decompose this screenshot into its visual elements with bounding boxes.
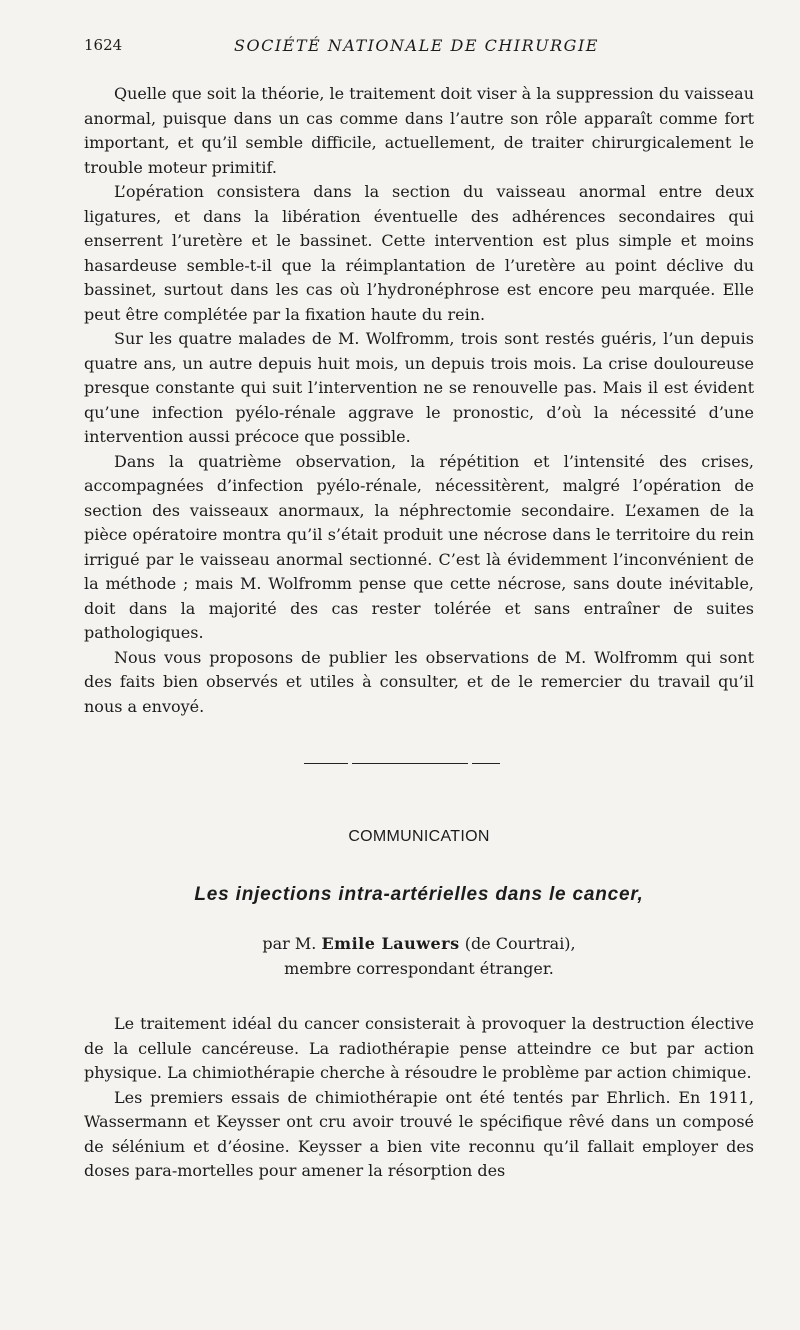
author-affiliation: (de Courtrai), <box>464 934 576 953</box>
author-name: Emile Lauwers <box>321 934 460 953</box>
paragraph: Dans la quatrième observation, la répétition et l’intensité des crises, accompagnées d’infection pyélo-rénale, nécessitèrent, malgré l’opération de section des vaisseaux anormaux, la néphrectomie secondaire. L’examen de la pièce opératoire montra qu’il s’était produit une nécrose dans le territoire du rein irrigué par le vaisseau anormal sectionné. C’est là évidemment l’inconvénient de la méthode ; mais M. Wolfromm pense que cette nécrose, sans doute inévitable, doit dans la majorité des cas rester tolérée et sans entraîner de suites pathologiques. <box>84 451 754 642</box>
running-head <box>84 36 754 58</box>
paragraph: Le traitement idéal du cancer consisterait à provoquer la destruction élective de la cellule cancéreuse. La radiothérapie pense atteindre ce but par action physique. La chimiothérapie cherche à résoudre le problème par action chimique. <box>84 1014 754 1082</box>
section-heading: COMMUNICATION <box>348 828 490 845</box>
page-number: 1624 <box>84 36 123 54</box>
byline-author-line <box>84 931 754 956</box>
section-divider <box>304 763 348 764</box>
report-conclusion <box>84 82 754 719</box>
author-role: membre correspondant étranger. <box>284 959 554 978</box>
byline-prefix: par M. <box>262 934 317 953</box>
paragraph: Quelle que soit la théorie, le traitement doit viser à la suppression du vaisseau anormal, puisque dans un cas comme dans l’autre son rôle apparaît comme fort important, et qu’il semble difficile, actuellement, de traiter chirurgicalement le trouble moteur primitif. <box>84 84 754 177</box>
paragraph: Les premiers essais de chimiothérapie ont été tentés par Ehrlich. En 1911, Wassermann et Keysser ont cru avoir trouvé le spécifique rêvé dans un composé de sélénium et d’éosine. Keysser a bien vite reconnu qu’il fallait employer des doses para-mortelles pour amener la résorption des <box>84 1087 754 1180</box>
byline <box>84 931 754 981</box>
journal-title: SOCIÉTÉ NATIONALE DE CHIRURGIE <box>234 36 599 55</box>
section-divider <box>352 763 468 764</box>
section-divider <box>472 763 500 764</box>
article-body <box>84 1012 754 1184</box>
paragraph: L’opération consistera dans la section du vaisseau anormal entre deux ligatures, et dans la libération éventuelle des adhérences secondaires qui enserrent l’uretère et le bassinet. Cette intervention est plus simple et moins hasardeuse semble-t-il que la réimplantation de l’uretère au point déclive du bassinet, surtout dans les cas où l’hydronéphrose est encore peu marquée. Elle peut être complétée par la fixation haute du rein. <box>84 182 754 324</box>
paragraph: Nous vous proposons de publier les observations de M. Wolfromm qui sont des faits bien observés et utiles à consulter, et de le remercier du travail qu’il nous a envoyé. <box>84 647 754 716</box>
paragraph: Sur les quatre malades de M. Wolfromm, trois sont restés guéris, l’un depuis quatre ans, un autre depuis huit mois, un depuis trois mois. La crise douloureuse presque constante qui suit l’intervention ne se renouvelle pas. Mais il est évident qu’une infection pyélo-rénale aggrave le pronostic, d’où la nécessité d’une intervention aussi précoce que possible. <box>84 329 754 446</box>
article-title: Les injections intra-artérielles dans le cancer, <box>194 884 644 905</box>
